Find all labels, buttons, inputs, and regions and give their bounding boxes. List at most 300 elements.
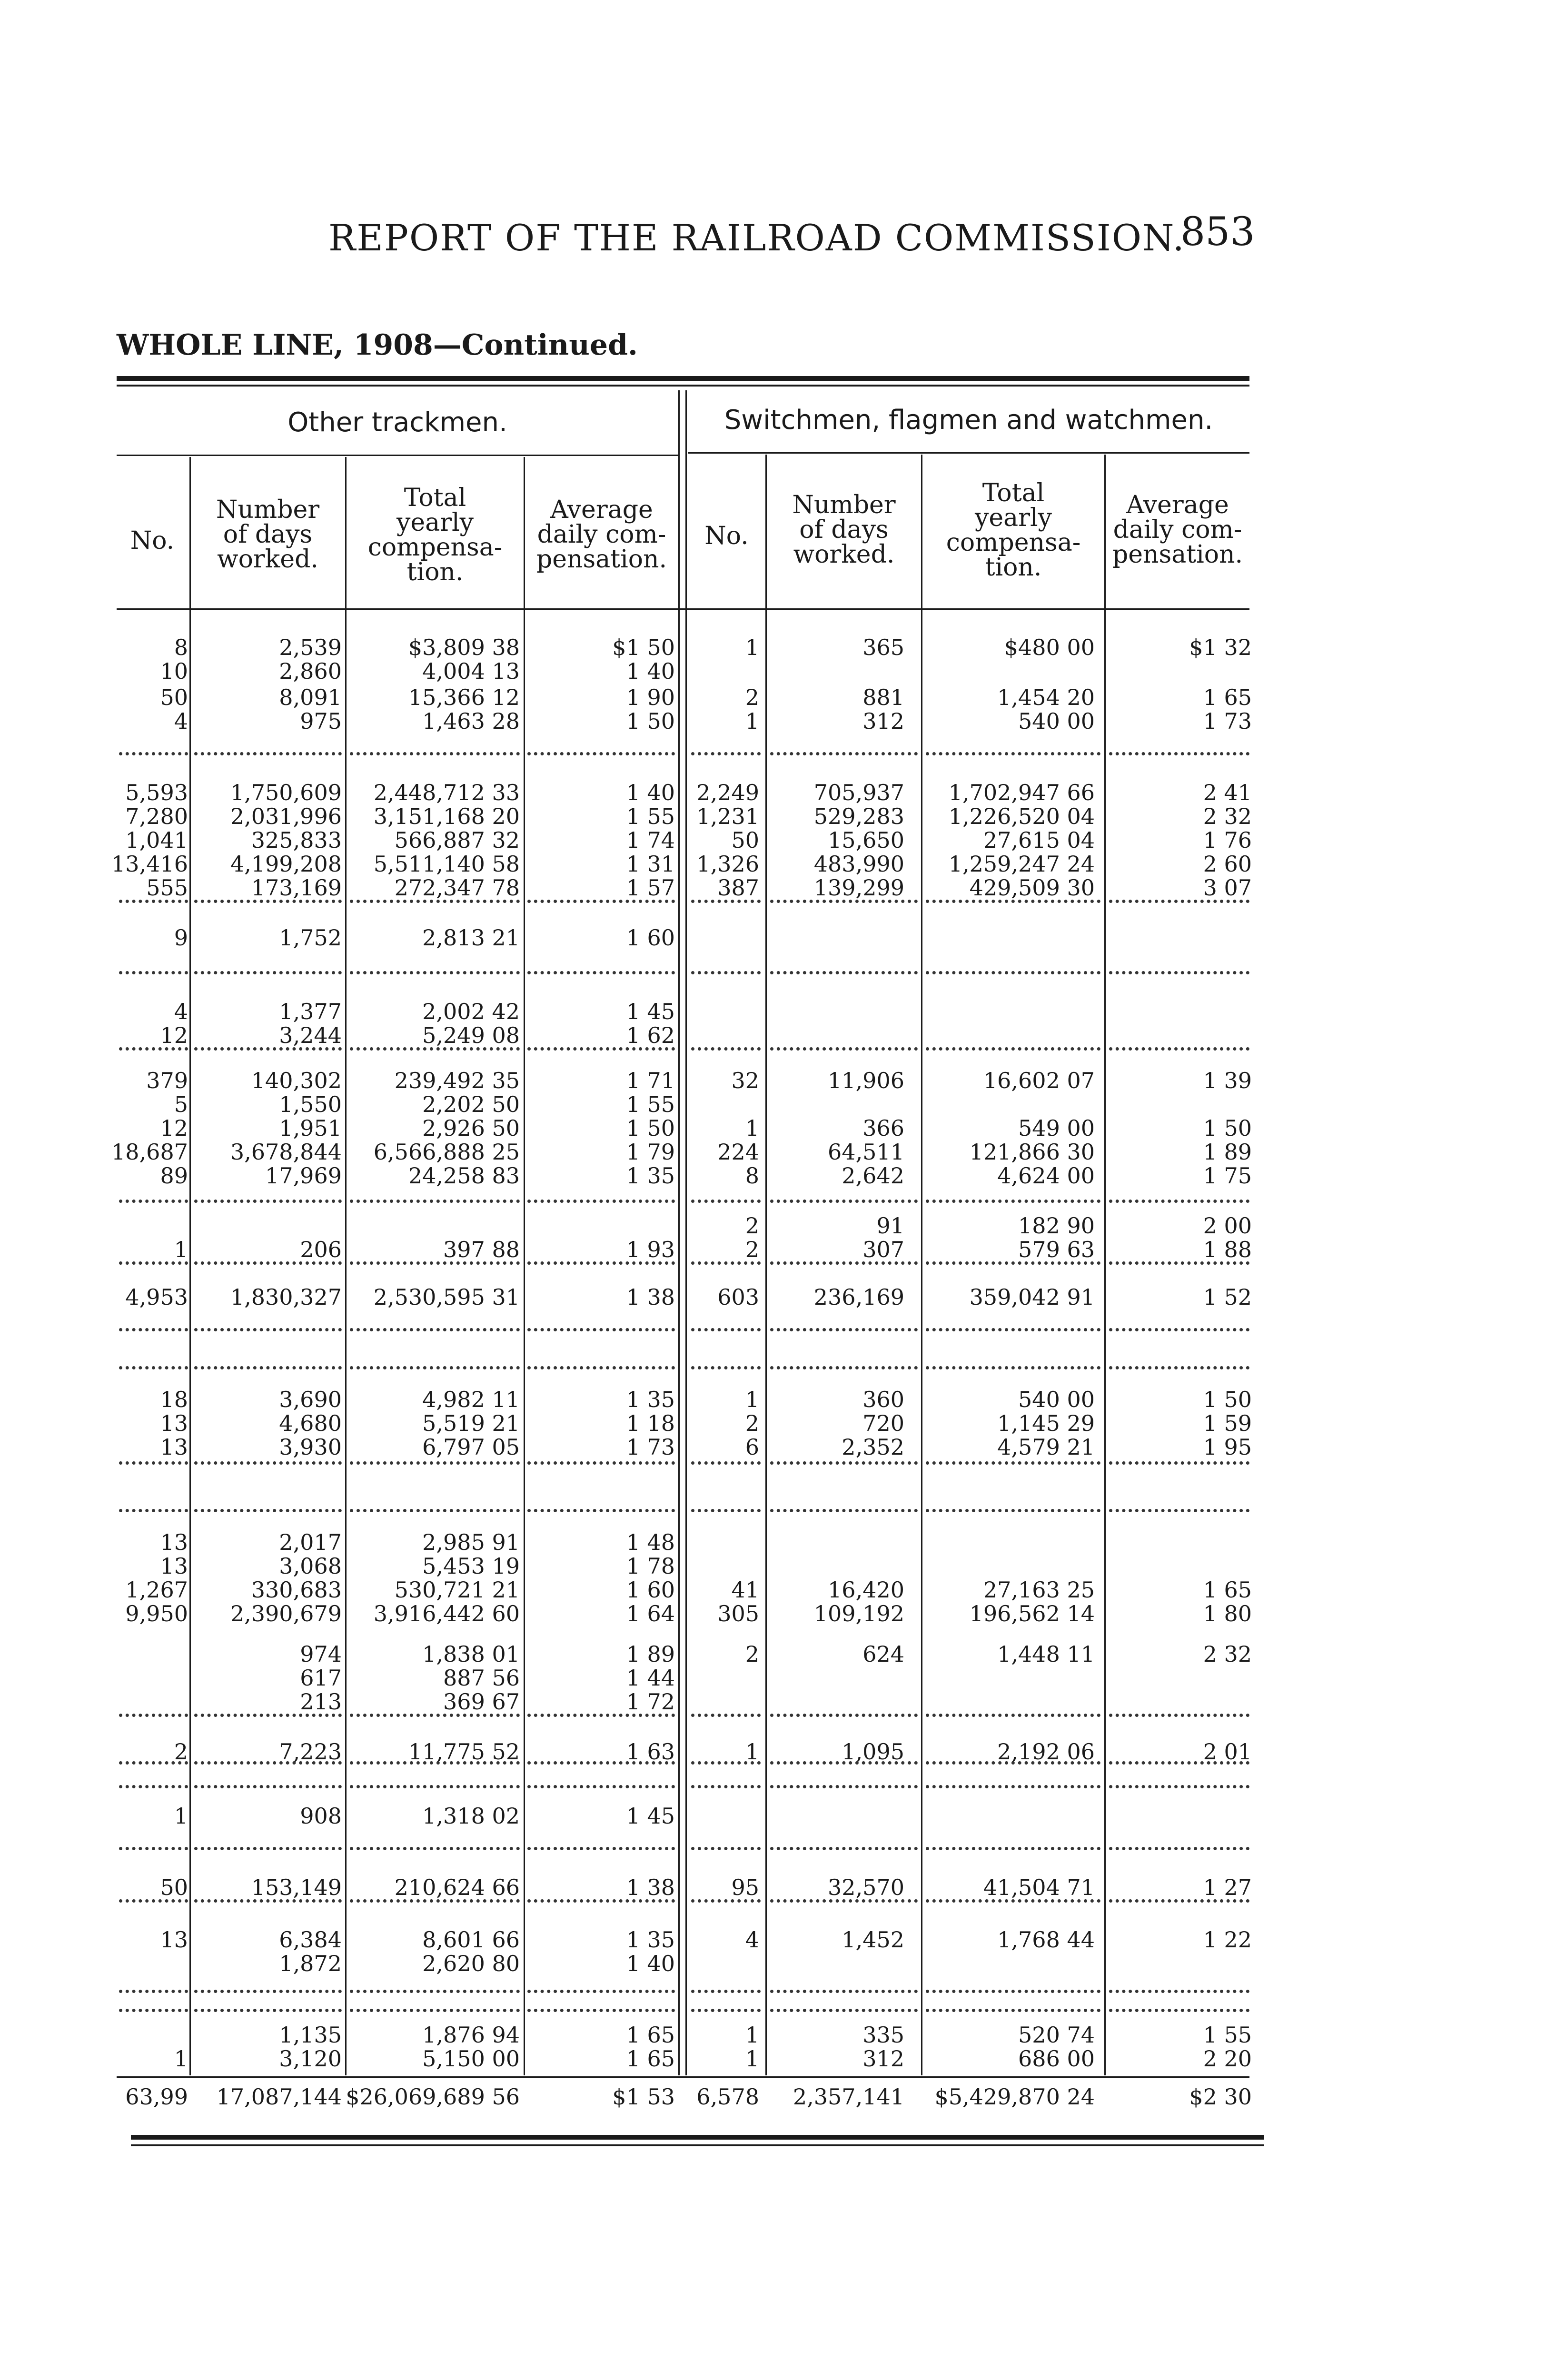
table-cell: 6,797 05 [422,1434,520,1460]
table-cell: 5,249 08 [422,1022,520,1048]
table-cell: 2,620 80 [422,1951,520,1976]
dot-leader [119,1200,188,1203]
table-cell: 305 [717,1601,759,1626]
table-cell: 1,135 [279,2022,342,2048]
bottom-rule-thin [131,2144,1264,2146]
table-cell: 1 [174,1237,188,1262]
dot-leader [350,1047,520,1051]
table-cell: 210,624 66 [394,1874,520,1900]
table-cell: 1 35 [626,1387,675,1412]
table-cell: 1,452 [842,1927,904,1953]
table-cell: 2,448,712 33 [373,780,520,805]
table-cell: 1 73 [1203,708,1252,734]
dot-leader [770,1047,918,1051]
table-cell: 520 74 [1018,2022,1095,2048]
dot-leader [770,1899,918,1903]
table-cell: 13 [160,1529,188,1555]
table-cell: 1 [745,635,759,660]
dot-leader [1109,2009,1249,2012]
table-cell: 1 64 [626,1601,675,1626]
table-cell: 2 20 [1203,2046,1252,2072]
table-cell: 2,539 [279,635,342,660]
table-cell: 1,550 [279,1091,342,1117]
table-cell: 1 55 [1203,2022,1252,2048]
dot-leader [926,1899,1100,1903]
table-cell: 1 18 [626,1410,675,1436]
table-cell: 312 [862,708,904,734]
table-cell: 1 50 [626,708,675,734]
table-cell: 540 00 [1018,1387,1095,1412]
group-underline-right [688,452,1249,454]
table-cell: 705,937 [813,780,904,805]
table-cell: 1 [174,2046,188,2072]
dot-leader [770,1261,918,1265]
table-cell: 2 00 [1203,1213,1252,1239]
table-cell: 1 50 [1203,1387,1252,1412]
dot-leader [691,1328,761,1331]
dot-leader [691,1509,761,1512]
column-header-no-left: No. [130,526,175,555]
dot-leader [1109,1461,1249,1465]
total-cell: $1 53 [612,2084,675,2110]
dot-leader [119,1509,188,1512]
dot-leader [119,900,188,903]
dot-leader [350,1899,520,1903]
dot-leader [691,1200,761,1203]
table-cell: 13 [160,1553,188,1579]
table-cell: 50 [160,1874,188,1900]
dot-leader [194,1847,342,1850]
table-cell: 12 [160,1115,188,1141]
dot-leader [770,1761,918,1765]
group-header-other-trackmen: Other trackmen. [287,407,507,438]
table-cell: 3,068 [279,1553,342,1579]
table-cell: 7,280 [125,803,188,829]
table-cell: 15,650 [828,827,904,853]
table-cell: 529,283 [813,803,904,829]
table-cell: 8 [174,635,188,660]
dot-leader [527,1328,675,1331]
table-cell: 196,562 14 [969,1601,1095,1626]
dot-leader [119,752,188,755]
table-cell: 1 40 [626,658,675,684]
dot-leader [770,1990,918,1993]
table-cell: 1 79 [626,1139,675,1165]
table-cell: 1 40 [626,1951,675,1976]
dot-leader [926,1261,1100,1265]
table-cell: 4 [174,999,188,1024]
total-cell: 63,99 [125,2084,188,2110]
dot-leader [527,1261,675,1265]
table-cell: 2,002 42 [422,999,520,1024]
table-cell: 4,624 00 [997,1163,1095,1189]
dot-leader [527,1200,675,1203]
table-cell: 881 [862,684,904,710]
column-divider [524,457,525,2075]
table-cell: 1 72 [626,1689,675,1715]
dot-leader [527,2009,675,2012]
dot-leader [194,1990,342,1993]
dot-leader [926,1990,1100,1993]
table-cell: 330,683 [251,1577,342,1603]
table-cell: 1 38 [626,1284,675,1310]
table-cell: 5 [174,1091,188,1117]
table-cell: 1,231 [696,803,759,829]
dot-leader [691,1761,761,1765]
dot-leader [350,1847,520,1850]
dot-leader [691,1366,761,1369]
table-cell: 908 [300,1803,342,1829]
table-cell: 603 [717,1284,759,1310]
table-cell: 6,566,888 25 [373,1139,520,1165]
dot-leader [350,2009,520,2012]
table-cell: 1,750,609 [230,780,342,805]
table-cell: 379 [146,1068,188,1093]
table-cell: 17,969 [265,1163,342,1189]
table-cell: 5,519 21 [422,1410,520,1436]
table-cell: 4,982 11 [422,1387,520,1412]
table-cell: 10 [160,658,188,684]
table-cell: 1 [745,2046,759,2072]
table-cell: 2,017 [279,1529,342,1555]
dot-leader [350,1714,520,1717]
dot-leader [691,1990,761,1993]
table-cell: 1 90 [626,684,675,710]
table-cell: 12 [160,1022,188,1048]
table-cell: 1 65 [1203,1577,1252,1603]
dot-leader [770,752,918,755]
dot-leader [770,1461,918,1465]
column-divider [189,457,191,2075]
table-cell: 2,813 21 [422,925,520,951]
table-cell: $3,809 38 [408,635,520,660]
table-cell: 1,830,327 [230,1284,342,1310]
dot-leader [527,1366,675,1369]
table-cell: 720 [862,1410,904,1436]
dot-leader [926,900,1100,903]
table-cell: 24,258 83 [408,1163,520,1189]
dot-leader [1109,1785,1249,1788]
table-cell: 2 32 [1203,1641,1252,1667]
column-divider [765,455,767,2075]
table-cell: 91 [876,1213,904,1239]
dot-leader [691,1714,761,1717]
dot-leader [770,1785,918,1788]
table-cell: 5,453 19 [422,1553,520,1579]
totals-rule [117,2076,1249,2078]
table-cell: 121,866 30 [969,1139,1095,1165]
dot-leader [926,1200,1100,1203]
column-divider [1104,455,1106,2075]
table-cell: 1 [745,1387,759,1412]
dot-leader [350,1261,520,1265]
table-cell: 2 01 [1203,1739,1252,1765]
table-cell: 1 50 [1203,1115,1252,1141]
column-divider [345,457,347,2075]
dot-leader [350,752,520,755]
table-cell: 64,511 [828,1139,904,1165]
table-cell: 387 [717,875,759,901]
table-cell: 1 73 [626,1434,675,1460]
table-cell: 887 56 [443,1665,520,1691]
dot-leader [350,900,520,903]
header-bottom-rule [117,608,1249,610]
dot-leader [1109,1509,1249,1512]
table-cell: 1 60 [626,925,675,951]
total-cell: 6,578 [696,2084,759,2110]
table-cell: 173,169 [251,875,342,901]
table-cell: 1,095 [842,1739,904,1765]
dot-leader [194,971,342,974]
dot-leader [1109,1714,1249,1717]
table-cell: 5,511,140 58 [373,851,520,877]
table-cell: 312 [862,2046,904,2072]
table-cell: 2 [745,684,759,710]
table-cell: 8,091 [279,684,342,710]
table-cell: 1 40 [626,780,675,805]
table-cell: 1,951 [279,1115,342,1141]
table-cell: 4,680 [279,1410,342,1436]
dot-leader [770,1200,918,1203]
table-cell: 1 75 [1203,1163,1252,1189]
table-cell: 1,872 [279,1951,342,1976]
table-cell: 1 44 [626,1665,675,1691]
group-divider [685,390,687,2075]
dot-leader [350,971,520,974]
table-cell: 1,454 20 [997,684,1095,710]
dot-leader [119,1047,188,1051]
dot-leader [926,1509,1100,1512]
table-cell: 5,593 [125,780,188,805]
dot-leader [691,1461,761,1465]
table-cell: 1,463 28 [422,708,520,734]
table-cell: 1 27 [1203,1874,1252,1900]
dot-leader [119,1366,188,1369]
table-cell: 3,930 [279,1434,342,1460]
dot-leader [770,1328,918,1331]
dot-leader [1109,1899,1249,1903]
bottom-rule [131,2135,1264,2140]
dot-leader [691,1261,761,1265]
table-cell: 6,384 [279,1927,342,1953]
dot-leader [194,1047,342,1051]
dot-leader [770,2009,918,2012]
dot-leader [350,1785,520,1788]
table-cell: 1 88 [1203,1237,1252,1262]
column-header-total-left: Total yearly compensa- tion. [367,484,503,586]
dot-leader [194,1761,342,1765]
dot-leader [1109,971,1249,974]
table-cell: 8,601 66 [422,1927,520,1953]
page-number: 853 [1180,209,1255,255]
table-cell: 2 [745,1213,759,1239]
table-cell: 1 95 [1203,1434,1252,1460]
table-cell: 555 [146,875,188,901]
table-cell: 624 [862,1641,904,1667]
total-cell: $5,429,870 24 [934,2084,1095,2110]
table-cell: 13 [160,1410,188,1436]
table-cell: 1 45 [626,1803,675,1829]
dot-leader [119,1761,188,1765]
total-cell: $2 30 [1189,2084,1252,2110]
table-cell: 6 [745,1434,759,1460]
table-cell: 1 71 [626,1068,675,1093]
table-cell: 1,768 44 [997,1927,1095,1953]
table-cell: 360 [862,1387,904,1412]
table-cell: 2,390,679 [230,1601,342,1626]
dot-leader [194,1366,342,1369]
table-cell: 1 89 [1203,1139,1252,1165]
table-cell: 1 [745,2022,759,2048]
dot-leader [119,1785,188,1788]
table-cell: 8 [745,1163,759,1189]
table-cell: 325,833 [251,827,342,853]
page-title: REPORT OF THE RAILROAD COMMISSION. [328,217,1185,259]
table-cell: 1 62 [626,1022,675,1048]
dot-leader [926,752,1100,755]
dot-leader [350,1990,520,1993]
table-cell: 2,249 [696,780,759,805]
table-cell: 41 [731,1577,759,1603]
table-cell: 50 [160,684,188,710]
dot-leader [119,1328,188,1331]
table-cell: $1 32 [1189,635,1252,660]
table-cell: 1 78 [626,1553,675,1579]
dot-leader [194,1509,342,1512]
table-cell: 1 65 [626,2046,675,2072]
dot-leader [194,1714,342,1717]
dot-leader [926,1761,1100,1765]
column-header-total-right: Total yearly compensa- tion. [946,479,1081,582]
table-cell: 2,352 [842,1434,904,1460]
table-cell: 1 80 [1203,1601,1252,1626]
table-cell: 2 41 [1203,780,1252,805]
dot-leader [926,2009,1100,2012]
group-divider [678,390,680,2075]
table-cell: 3,916,442 60 [373,1601,520,1626]
dot-leader [1109,1990,1249,1993]
column-header-no-right: No. [704,522,749,550]
table-cell: 1,838 01 [422,1641,520,1667]
table-cell: 365 [862,635,904,660]
table-cell: 3,151,168 20 [373,803,520,829]
dot-leader [350,1761,520,1765]
table-cell: 5,150 00 [422,2046,520,2072]
table-cell: 1,326 [696,851,759,877]
table-cell: 27,615 04 [983,827,1095,853]
table-cell: 32 [731,1068,759,1093]
dot-leader [119,1899,188,1903]
table-cell: 13,416 [111,851,188,877]
total-cell: 17,087,144 [216,2084,342,2110]
table-cell: 2 [174,1739,188,1765]
dot-leader [691,1047,761,1051]
table-cell: 2,985 91 [422,1529,520,1555]
table-cell: 11,775 52 [408,1739,520,1765]
table-cell: 483,990 [813,851,904,877]
table-cell: 13 [160,1927,188,1953]
dot-leader [770,1366,918,1369]
table-cell: 549 00 [1018,1115,1095,1141]
dot-leader [194,900,342,903]
table-cell: 9,950 [125,1601,188,1626]
table-cell: 153,149 [251,1874,342,1900]
table-cell: 2,860 [279,658,342,684]
table-cell: 3,678,844 [230,1139,342,1165]
table-cell: 1 65 [1203,684,1252,710]
table-cell: 16,602 07 [983,1068,1095,1093]
dot-leader [350,1461,520,1465]
table-cell: 1 60 [626,1577,675,1603]
table-cell: 3 07 [1203,875,1252,901]
dot-leader [1109,1047,1249,1051]
dot-leader [691,752,761,755]
table-cell: 1 48 [626,1529,675,1555]
dot-leader [194,2009,342,2012]
dot-leader [691,971,761,974]
table-cell: 617 [300,1665,342,1691]
table-cell: 95 [731,1874,759,1900]
group-underline-left [117,455,678,456]
table-cell: 2 60 [1203,851,1252,877]
table-cell: 41,504 71 [983,1874,1095,1900]
dot-leader [926,1366,1100,1369]
dot-leader [691,1785,761,1788]
top-rule-thin [117,385,1249,387]
column-header-average-left: Average daily com- pensation. [536,496,667,574]
dot-leader [1109,1261,1249,1265]
table-cell: $480 00 [1004,635,1095,660]
table-cell: 139,299 [813,875,904,901]
table-cell: 1 59 [1203,1410,1252,1436]
dot-leader [926,1461,1100,1465]
column-divider [921,455,922,2075]
dot-leader [194,752,342,755]
table-cell: 3,120 [279,2046,342,2072]
dot-leader [770,1509,918,1512]
dot-leader [350,1366,520,1369]
table-cell: 4,953 [125,1284,188,1310]
table-cell: 3,244 [279,1022,342,1048]
dot-leader [770,900,918,903]
table-cell: 1,318 02 [422,1803,520,1829]
table-cell: 307 [862,1237,904,1262]
table-cell: 540 00 [1018,708,1095,734]
table-cell: 1 65 [626,2022,675,2048]
dot-leader [691,2009,761,2012]
section-heading: WHOLE LINE, 1908—Continued. [117,328,638,362]
table-cell: 3,690 [279,1387,342,1412]
table-cell: 2,202 50 [422,1091,520,1117]
table-cell: 1,377 [279,999,342,1024]
dot-leader [527,1847,675,1850]
dot-leader [527,1785,675,1788]
table-cell: 18,687 [111,1139,188,1165]
table-cell: 1 38 [626,1874,675,1900]
table-cell: 272,347 78 [394,875,520,901]
dot-leader [527,1714,675,1717]
dot-leader [1109,900,1249,903]
dot-leader [770,1714,918,1717]
table-cell: 1 [745,1115,759,1141]
dot-leader [194,1261,342,1265]
table-cell: 2 32 [1203,803,1252,829]
table-cell: 4,004 13 [422,658,520,684]
dot-leader [119,1990,188,1993]
table-cell: 1,259,247 24 [948,851,1095,877]
table-cell: 1 55 [626,803,675,829]
table-cell: 7,223 [279,1739,342,1765]
